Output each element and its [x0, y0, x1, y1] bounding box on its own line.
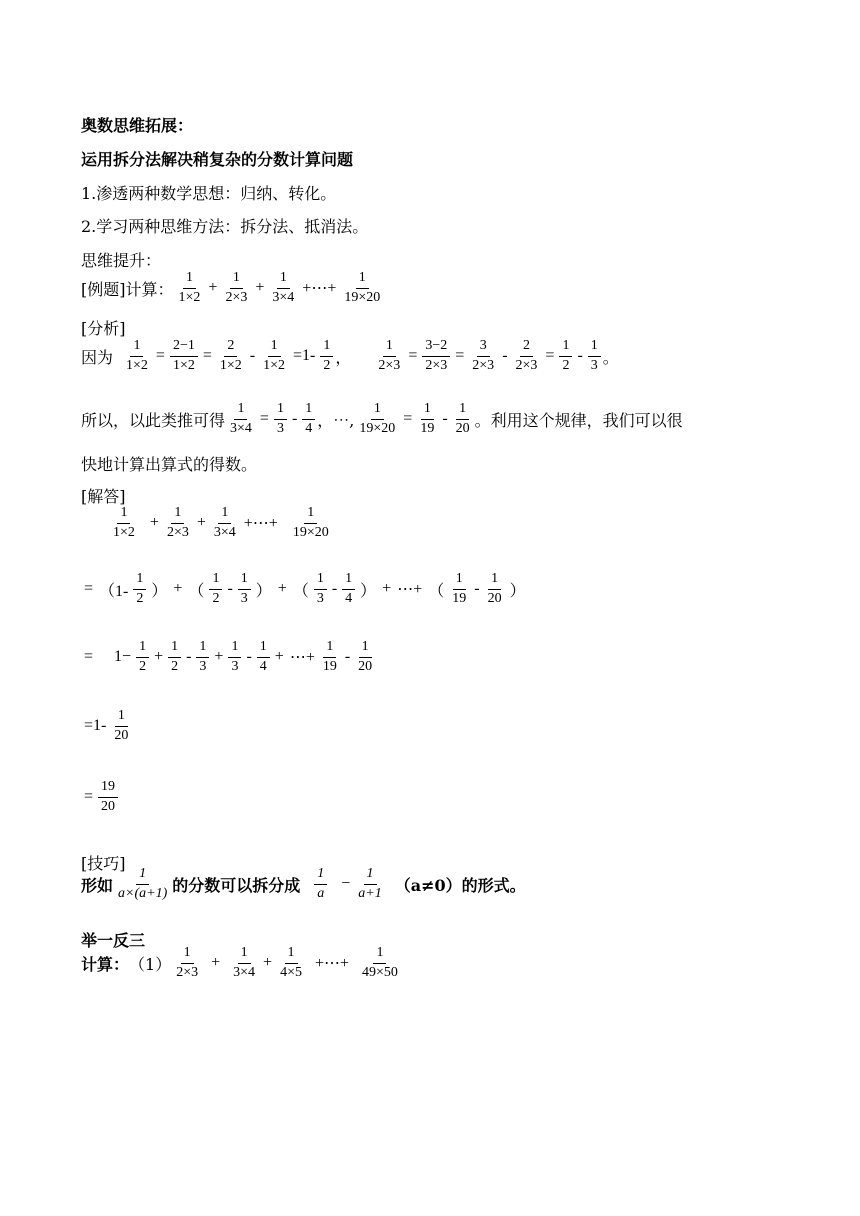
numerator: 2 [520, 338, 533, 357]
fraction [485, 571, 505, 608]
numerator: 1 [218, 505, 231, 524]
fraction [196, 639, 209, 676]
equals: = [155, 347, 165, 365]
denominator: 19 [420, 420, 435, 436]
denominator: 4 [305, 420, 313, 436]
example-prefix: 计算： [125, 279, 174, 299]
numerator: 1 [274, 401, 287, 420]
fraction [320, 338, 333, 375]
answer-row-5 [81, 779, 120, 816]
fraction [375, 338, 403, 375]
equals: = [84, 580, 94, 598]
denominator: 1×2 [113, 524, 135, 540]
fraction [260, 338, 288, 375]
denominator: 3 [199, 658, 207, 674]
denominator: 3 [240, 590, 248, 606]
numerator: 1 [456, 401, 469, 420]
fraction [170, 338, 198, 375]
equals: = [403, 410, 413, 428]
plus: + [208, 279, 218, 297]
because-text: 因为 [81, 347, 114, 367]
example-line [81, 270, 385, 307]
comma: ， [335, 347, 352, 367]
numerator: 1 [364, 866, 377, 885]
plus-ellipsis: +⋯+ [314, 955, 350, 973]
denominator: 4 [259, 658, 267, 674]
denominator: 3×4 [213, 524, 236, 540]
equals: = [84, 648, 94, 666]
analysis-line-2 [81, 401, 683, 438]
numerator: 1 [133, 571, 146, 590]
fraction [133, 571, 146, 608]
fraction [277, 945, 305, 982]
denominator: 49×50 [362, 964, 398, 980]
fraction [449, 571, 469, 608]
numerator: 1 [234, 401, 247, 420]
equals: = [455, 347, 465, 365]
equals: = [408, 347, 418, 365]
numerator: 1 [257, 639, 270, 658]
fraction [422, 338, 450, 375]
denominator: 2 [562, 357, 570, 373]
fraction [453, 401, 473, 438]
denominator: 19 [322, 658, 337, 674]
numerator: 2 [224, 338, 237, 357]
denominator: 2 [139, 658, 147, 674]
fraction [559, 338, 572, 375]
fraction [123, 338, 151, 375]
numerator: 1 [168, 639, 181, 658]
fraction [359, 945, 401, 982]
fraction [355, 866, 384, 903]
fraction [168, 639, 181, 676]
numerator: 1 [302, 401, 315, 420]
denominator: 19×20 [292, 524, 329, 540]
numerator: 1 [453, 571, 466, 590]
fraction [110, 505, 138, 542]
fraction [269, 270, 297, 307]
numerator: 1 [209, 571, 222, 590]
denominator: 3 [231, 658, 239, 674]
fraction [320, 639, 340, 676]
numerator: 1 [314, 866, 327, 885]
paren-open: （ [188, 582, 205, 600]
ellipsis-plus: ⋯+ [289, 649, 315, 667]
denominator: 2×3 [515, 357, 538, 373]
practice-label: 举一反三 [81, 931, 146, 950]
numerator: 3 [477, 338, 490, 357]
numerator: 1 [383, 338, 396, 357]
numerator: 19 [98, 779, 118, 798]
numerator: 1 [230, 270, 243, 289]
fraction [274, 401, 287, 438]
paren-open: （ [292, 582, 309, 600]
numerator: 1 [421, 401, 434, 420]
plus: + [211, 954, 221, 972]
plus: + [149, 514, 159, 532]
equals-one-minus: =1- [84, 717, 107, 735]
denominator: 4×5 [280, 964, 302, 980]
numerator: 1 [304, 505, 317, 524]
plus: + [274, 648, 284, 666]
denominator: 3 [590, 357, 598, 373]
minus: - [474, 580, 480, 598]
fraction [342, 571, 355, 608]
denominator: 1×2 [263, 357, 286, 373]
minus: - [502, 347, 508, 365]
plus-ellipsis: +⋯+ [302, 280, 337, 298]
numerator: 1 [238, 945, 251, 964]
denominator: 2×3 [378, 357, 401, 373]
thinking-label: 思维提升： [81, 251, 162, 270]
denominator: 3 [316, 590, 324, 606]
numerator: 1 [320, 338, 333, 357]
denominator: 1×2 [172, 357, 195, 373]
numerator: 1 [196, 639, 209, 658]
minus: - [442, 410, 448, 428]
plus-ellipsis: +⋯+ [243, 515, 278, 533]
numerator: 1 [488, 571, 501, 590]
fraction [513, 338, 541, 375]
numerator: 1 [238, 571, 251, 590]
denominator: 19×20 [359, 420, 396, 436]
fraction [217, 338, 245, 375]
fraction [98, 779, 118, 816]
answer-row-1 [108, 505, 334, 542]
plus: + [382, 580, 392, 598]
fraction [136, 639, 149, 676]
numerator: 1 [342, 571, 355, 590]
equals: = [84, 788, 94, 806]
analysis-line-3: 快地计算出算式的得数。 [81, 455, 258, 474]
minus: - [246, 648, 252, 666]
denominator: 1×2 [219, 357, 242, 373]
fraction [314, 866, 327, 903]
denominator: 1×2 [126, 357, 148, 373]
plus: + [173, 580, 183, 598]
minus: - [331, 580, 338, 598]
period: 。 [602, 347, 619, 367]
fraction [588, 338, 601, 375]
fraction [238, 571, 251, 608]
numerator: 1 [373, 945, 386, 964]
minus: - [344, 648, 351, 666]
tip-suffix: （a≠0）的形式。 [394, 875, 526, 895]
denominator: 3×4 [230, 420, 252, 436]
denominator: 2 [171, 658, 179, 674]
paren-close: ） [360, 582, 377, 600]
plus: + [255, 279, 265, 297]
so-suffix-text: 。利用这个规律，我们可以很 [474, 410, 683, 430]
fraction [209, 571, 222, 608]
equals: = [545, 347, 555, 365]
fraction [290, 505, 332, 542]
tip-prefix: 形如 [81, 875, 114, 895]
point-1: 1.渗透两种数学思想：归纳、转化。 [81, 184, 337, 203]
denominator: 2×3 [425, 357, 448, 373]
denominator: 3×4 [233, 964, 256, 980]
fraction [302, 401, 315, 438]
answer-row-3 [81, 639, 377, 676]
denominator: 2×3 [472, 357, 495, 373]
fraction [115, 866, 170, 903]
plus: + [154, 648, 164, 666]
tip-mid: 的分数可以拆分成 [172, 875, 301, 895]
numerator: 1 [588, 338, 601, 357]
fraction [173, 945, 201, 982]
minus: - [249, 347, 256, 365]
denominator: 19 [452, 590, 467, 606]
equals: = [259, 410, 269, 428]
equals-one-minus: =1- [293, 347, 316, 365]
numerator: 2−1 [170, 338, 198, 357]
fraction [355, 639, 375, 676]
plus: + [263, 954, 273, 972]
answer-row-4 [81, 708, 133, 745]
fraction [257, 639, 270, 676]
fraction [417, 401, 437, 438]
minus: - [186, 648, 192, 666]
denominator: a+1 [358, 885, 382, 901]
denominator: 3 [276, 420, 284, 436]
denominator: 2×3 [176, 964, 199, 980]
denominator: 20 [455, 420, 470, 436]
paren-open: （1- [99, 582, 129, 600]
one-minus: 1− [114, 648, 132, 666]
fraction [230, 945, 258, 982]
paren-close: ） [255, 582, 272, 600]
numerator: 1 [181, 945, 194, 964]
denominator: 20 [101, 798, 116, 814]
analysis-label: [分析] [81, 319, 126, 338]
numerator: 1 [371, 401, 384, 420]
practice-number: （1） [129, 954, 172, 974]
numerator: 3−2 [422, 338, 450, 357]
denominator: 2 [323, 357, 331, 373]
answer-row-2 [81, 571, 529, 608]
tip-label: [技巧] [81, 854, 126, 873]
numerator: 1 [359, 639, 372, 658]
answer-label: [解答] [81, 487, 126, 506]
fraction [211, 505, 239, 542]
minus: - [227, 580, 233, 598]
paren-close: ） [151, 582, 168, 600]
numerator: 1 [130, 338, 143, 357]
denominator: 2×3 [166, 524, 189, 540]
numerator: 1 [323, 639, 336, 658]
tip-line [81, 866, 526, 903]
denominator: a [317, 885, 325, 901]
numerator: 1 [356, 270, 369, 289]
numerator: 1 [136, 866, 149, 885]
denominator: 2 [212, 590, 220, 606]
denominator: 3×4 [272, 289, 295, 305]
numerator: 1 [171, 505, 184, 524]
fraction [356, 401, 398, 438]
equals: = [202, 347, 212, 365]
numerator: 1 [115, 708, 128, 727]
example-label: [例题] [81, 279, 126, 299]
denominator: 4 [345, 590, 353, 606]
section-heading: 奥数思维拓展： [81, 116, 194, 135]
fraction [341, 270, 383, 307]
numerator: 1 [228, 639, 241, 658]
practice-prefix: 计算： [81, 954, 130, 974]
denominator: 19×20 [344, 289, 381, 305]
analysis-line-1 [81, 338, 619, 375]
fraction [176, 270, 204, 307]
topic-title: 运用拆分法解决稍复杂的分数计算问题 [81, 150, 354, 169]
paren-close: ） [509, 582, 526, 600]
denominator: 2 [136, 590, 144, 606]
plus: + [196, 514, 206, 532]
fraction [222, 270, 250, 307]
plus: + [277, 580, 287, 598]
numerator: 1 [559, 338, 572, 357]
fraction [469, 338, 497, 375]
denominator: 20 [487, 590, 502, 606]
denominator: a×(a+1) [118, 885, 168, 901]
denominator: 20 [114, 727, 129, 743]
numerator: 1 [117, 505, 130, 524]
fraction [314, 571, 327, 608]
practice-line [81, 945, 403, 982]
ellipsis-plus: ⋯+ [397, 581, 423, 599]
numerator: 1 [277, 270, 290, 289]
minus: - [291, 410, 298, 428]
fraction [111, 708, 131, 745]
numerator: 1 [136, 639, 149, 658]
numerator: 1 [314, 571, 327, 590]
plus: + [214, 648, 224, 666]
minus: - [577, 347, 583, 365]
point-2: 2.学习两种思维方法：拆分法、抵消法。 [81, 217, 369, 236]
fraction [228, 639, 241, 676]
denominator: 20 [358, 658, 373, 674]
numerator: 1 [183, 270, 196, 289]
numerator: 1 [285, 945, 298, 964]
fraction [227, 401, 255, 438]
denominator: 1×2 [178, 289, 201, 305]
ellipsis: ，⋯, [317, 410, 355, 430]
minus: − [341, 875, 351, 893]
fraction [164, 505, 192, 542]
numerator: 1 [268, 338, 281, 357]
paren-open: （ [428, 582, 445, 600]
so-text: 所以，以此类推可得 [81, 410, 226, 430]
denominator: 2×3 [225, 289, 248, 305]
